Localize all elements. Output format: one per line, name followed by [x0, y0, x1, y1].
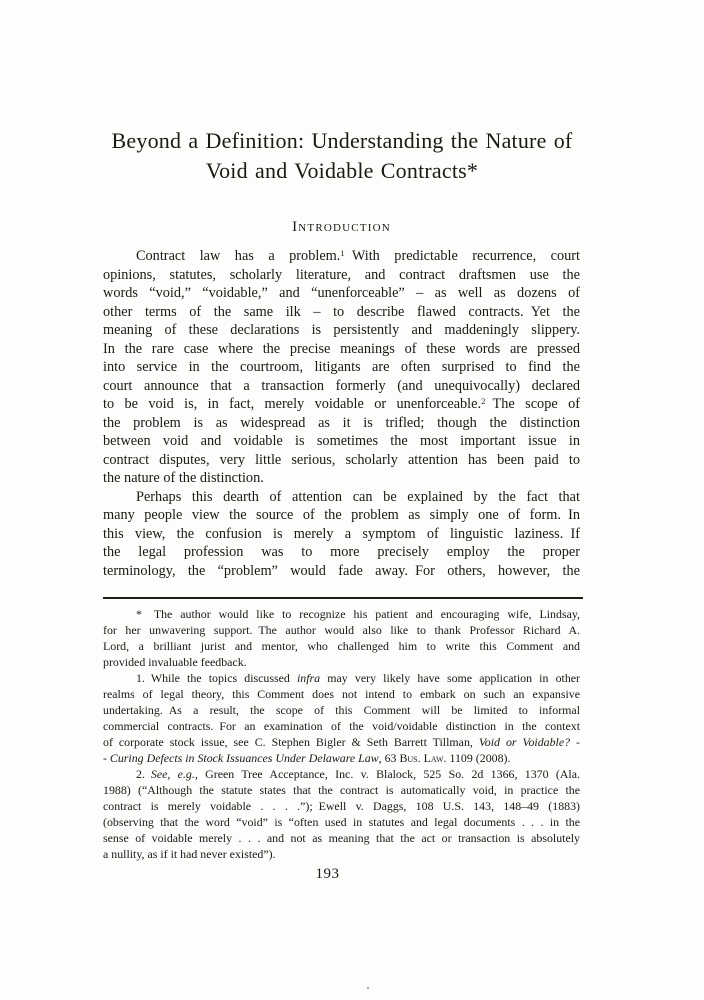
body-paragraph	[103, 247, 580, 488]
text-line: of corporate stock issue, see C. Stephen Bigler & Seth Barrett Tillman, Void or Voidable? -	[103, 735, 580, 749]
text-line: 1. While the topics discussed infra may very likely have some application in other	[136, 671, 580, 685]
text-line: the legal profession was to more precisely employ the proper	[103, 544, 580, 560]
text-line: contract disputes, very little serious, scholarly attention has been paid to	[103, 451, 580, 468]
text-line: this view, the confusion is merely a symptom of linguistic laziness. If	[103, 525, 580, 542]
text-line: - Curing Defects in Stock Issuances Under Delaware Law, 63 Bus. Law. 1109 (2008).	[103, 751, 511, 765]
section-heading-introduction: Introduction	[292, 219, 391, 235]
page-number: 193	[315, 866, 340, 882]
footnote-separator	[103, 597, 583, 599]
article-title-line-2: Void and Voidable Contracts*	[205, 158, 479, 183]
text-line: 1988) (“Although the statute states that the contract is automatically void, in practice the	[103, 783, 580, 797]
text-line: a nullity, as if it had never existed”).	[103, 847, 276, 861]
footnote	[103, 606, 580, 670]
text-line: terminology, the “problem” would fade away. For others, however, the	[103, 562, 580, 579]
text-line: realms of legal theory, this Comment does not intend to embark on such an expansive	[103, 687, 580, 701]
text-line: (observing that the word “void” is “often used in statutes and legal documents . . . in the	[103, 815, 580, 829]
footnote	[103, 670, 580, 766]
text-line: words “void,” “voidable,” and “unenforceable” – as well as dozens of	[103, 285, 580, 301]
text-line: meaning of these declarations is persistently and maddeningly slippery.	[103, 322, 580, 338]
text-line: 2. See, e.g., Green Tree Acceptance, Inc. v. Blalock, 525 So. 2d 1366, 1370 (Ala.	[136, 767, 580, 781]
article-title	[83, 126, 601, 186]
text-line: Lord, a brilliant jurist and mentor, who challenged him to write this Comment and	[103, 639, 580, 653]
text-line: court announce that a transaction formerly (and unequivocally) declared	[103, 377, 580, 394]
text-line: Perhaps this dearth of attention can be explained by the fact that	[136, 488, 580, 505]
text-line: opinions, statutes, scholarly literature, and contract draftsmen use the	[103, 266, 580, 283]
text-line: sense of voidable merely . . . and not as meaning that the act or transaction is absolutely	[103, 831, 580, 845]
text-line: contract is merely voidable . . . .”); Ewell v. Daggs, 108 U.S. 143, 148–49 (1883)	[103, 799, 580, 813]
text-line: many people view the source of the problem as simply one of form. In	[103, 507, 580, 523]
text-line: * The author would like to recognize his patient and encouraging wife, Lindsay,	[136, 607, 580, 621]
text-line: other terms of the same ilk – to describe flawed contracts. Yet the	[103, 303, 580, 320]
text-line: to be void is, in fact, merely voidable or unenforceable.$^2$ The scope of	[103, 395, 580, 412]
text-line: In the rare case where the precise meanings of these words are pressed	[103, 340, 580, 357]
text-line: between void and voidable is sometimes the most important issue in	[103, 433, 580, 449]
article-title-line-1: Beyond a Definition: Understanding the Nature of	[111, 128, 573, 153]
text-line: Contract law has a problem.$^1$ With predictable recurrence, court	[136, 247, 580, 264]
text-line: into service in the courtroom, litigants are often surprised to find the	[103, 359, 580, 375]
footnote	[103, 766, 580, 862]
text-line: undertaking. As a result, the scope of this Comment will be limited to informal	[103, 703, 580, 717]
body-paragraph	[103, 488, 580, 581]
scan-artifact-dot	[367, 987, 369, 989]
text-line: the problem is as widespread as it is trifled; though the distinction	[103, 414, 580, 431]
article-body	[103, 247, 580, 580]
text-line: commercial contracts. For an examination of the void/voidable distinction in the context	[103, 719, 580, 733]
text-line: provided invaluable feedback.	[103, 655, 247, 669]
footnotes	[103, 606, 580, 862]
text-line: for her unwavering support. The author would also like to thank Professor Richard A.	[103, 623, 580, 637]
text-line: the nature of the distinction.	[103, 470, 264, 486]
